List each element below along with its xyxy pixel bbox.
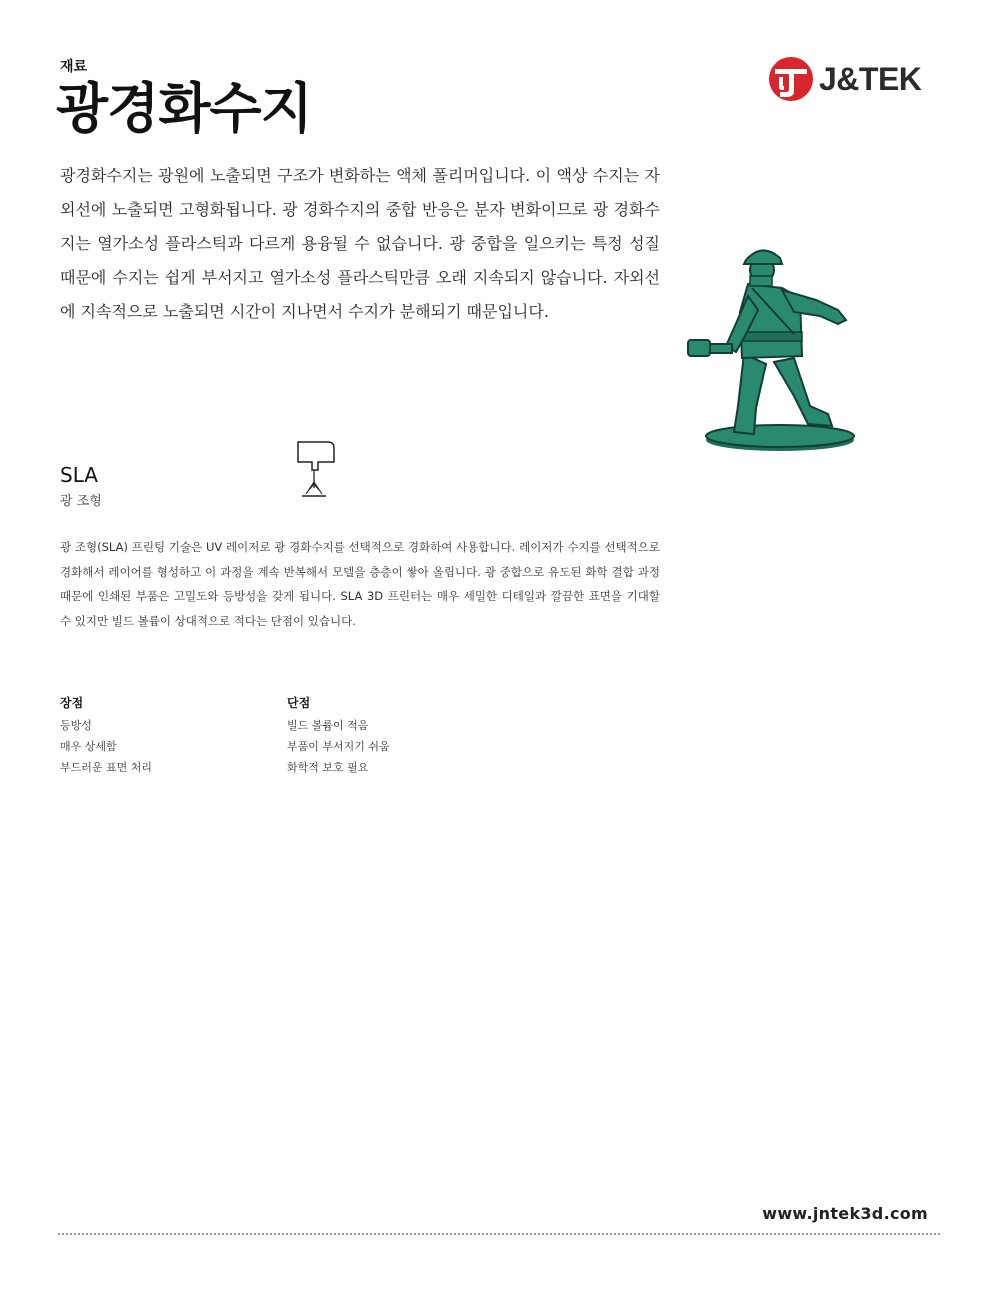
technology-name: SLA — [60, 463, 98, 487]
cons-item: 부품이 부서지기 쉬움 — [287, 740, 390, 753]
cons-heading: 단점 — [287, 696, 311, 710]
website-link[interactable]: www.jntek3d.com — [762, 1204, 928, 1223]
company-logo — [767, 55, 957, 105]
pros-item: 등방성 — [60, 719, 92, 732]
toy-soldier-figure — [682, 236, 862, 456]
pros-item: 부드러운 표면 처리 — [60, 761, 153, 774]
cons-item: 빌드 볼륨이 적음 — [287, 719, 369, 732]
intro-paragraph: 광경화수지는 광원에 노출되면 구조가 변화하는 액체 폴리머입니다. 이 액상 수지는 자외선에 노출되면 고형화됩니다. 광 경화수지의 중합 반응은 분자 변화이므로 광 경화수지는 열가소성 플라스틱과 다르게 용융될 수 없습니다. 광 중합을 일으키는 특정 성질 때문에 수지는 쉽게 부서지고 열가소성 플라스틱만큼 오래 지속되지 않습니다. 자외선에 지속적으로 노출되면 시간이 지나면서 수지가 분해되기 때문입니다. — [60, 166, 660, 321]
jt-logo-icon — [767, 55, 815, 103]
technology-description: 광 조형(SLA) 프린팅 기술은 UV 레이저로 광 경화수지를 선택적으로 경화하여 사용합니다. 레이저가 수지를 선택적으로 경화해서 레이어를 형성하고 이 과정을 계속 반복해서 모델을 층층이 쌓아 올립니다. 광 중합으로 유도된 화학 결합 과정 때문에 인쇄된 부품은 고밀도와 등방성을 갖게 됩니다. SLA 3D 프린터는 매우 세밀한 디테일과 깔끔한 표면을 기대할 수 있지만 빌드 볼륨이 상대적으로 적다는 단점이 있습니다. — [60, 540, 660, 628]
cons-section — [287, 694, 390, 778]
pros-item: 매우 상세함 — [60, 740, 117, 753]
pros-heading: 장점 — [60, 696, 84, 710]
footer-divider — [58, 1233, 940, 1235]
pros-section — [60, 694, 152, 778]
page-title: 광경화수지 — [56, 77, 312, 140]
sla-printer-icon — [294, 438, 338, 502]
logo-text: J&TEK — [819, 61, 922, 97]
category-label: 재료 — [60, 59, 88, 75]
cons-item: 화학적 보호 필요 — [287, 761, 369, 774]
technology-subtitle: 광 조형 — [60, 494, 102, 509]
